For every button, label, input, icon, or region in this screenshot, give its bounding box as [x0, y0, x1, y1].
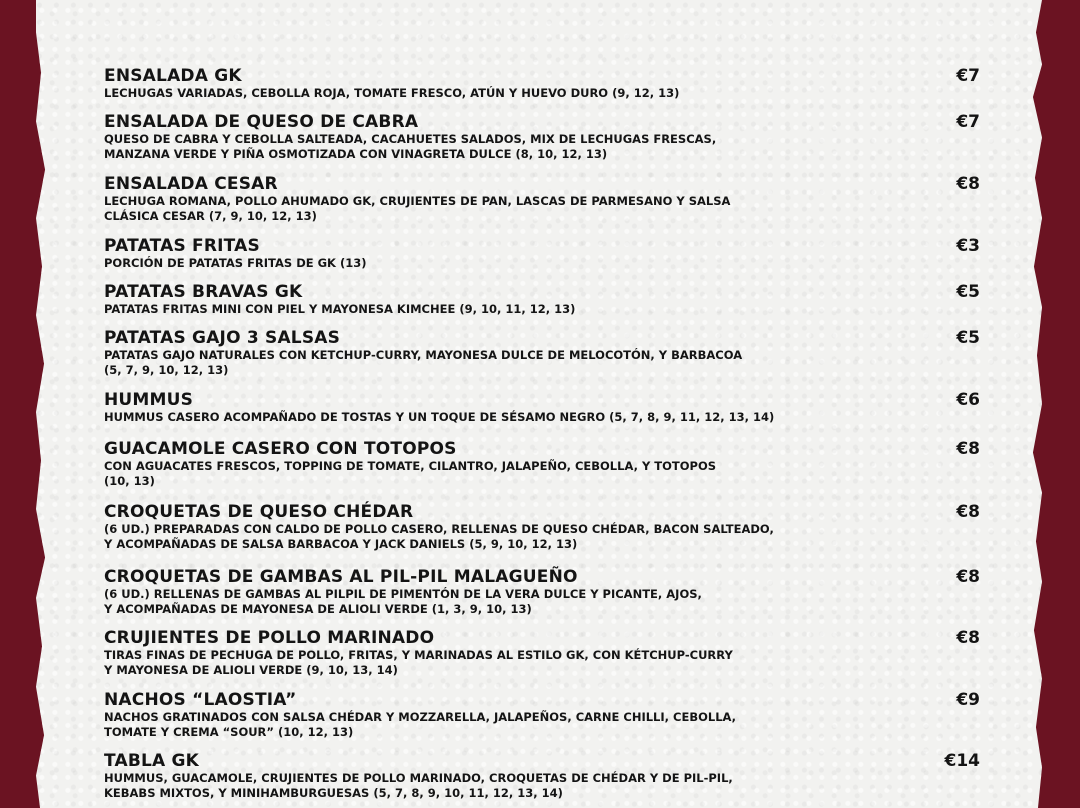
menu-item-patatas-fritas	[104, 238, 980, 271]
item-price: €6	[956, 390, 980, 410]
item-description: (6 UD.) PREPARADAS CON CALDO DE POLLO CASERO, RELLENAS DE QUESO CHÉDAR, BACON SALTEADO, Y ACOMPAÑADAS DE SALSA BARBACOA Y JACK DANIELS (5, 9, 10, 12, 13)	[104, 522, 774, 551]
menu-item-tabla-gk	[104, 753, 980, 801]
item-price: €8	[956, 174, 980, 194]
item-name: ENSALADA GK	[104, 66, 242, 86]
item-name: PATATAS GAJO 3 SALSAS	[104, 328, 341, 348]
item-name: NACHOS “LAOSTIA”	[104, 690, 297, 710]
item-name: ENSALADA CESAR	[104, 174, 278, 194]
item-description: PATATAS FRITAS MINI CON PIEL Y MAYONESA KIMCHEE (9, 10, 11, 12, 13)	[104, 302, 576, 316]
menu-item-ensalada-gk	[104, 68, 980, 101]
menu-item-patatas-gajo	[104, 330, 980, 378]
item-price: €7	[956, 66, 980, 86]
item-price: €9	[956, 690, 980, 710]
item-name: PATATAS BRAVAS GK	[104, 282, 303, 302]
item-price: €14	[944, 751, 980, 771]
item-description: (6 UD.) RELLENAS DE GAMBAS AL PILPIL DE PIMENTÓN DE LA VERA DULCE Y PICANTE, AJOS, Y ACOMPAÑADAS DE MAYONESA DE ALIOLI VERDE (1, 3, 9, 10, 13)	[104, 587, 702, 616]
item-description: NACHOS GRATINADOS CON SALSA CHÉDAR Y MOZZARELLA, JALAPEÑOS, CARNE CHILLI, CEBOLLA, TOMATE Y CREMA “SOUR” (10, 12, 13)	[104, 710, 737, 739]
item-name: PATATAS FRITAS	[104, 236, 260, 256]
item-name: CROQUETAS DE QUESO CHÉDAR	[104, 502, 414, 522]
item-price: €7	[956, 112, 980, 132]
item-description: CON AGUACATES FRESCOS, TOPPING DE TOMATE, CILANTRO, JALAPEÑO, CEBOLLA, Y TOTOPOS (10, 13)	[104, 459, 717, 488]
item-description: LECHUGAS VARIADAS, CEBOLLA ROJA, TOMATE FRESCO, ATÚN Y HUEVO DURO (9, 12, 13)	[104, 86, 680, 100]
item-description: HUMMUS, GUACAMOLE, CRUJIENTES DE POLLO MARINADO, CROQUETAS DE CHÉDAR Y DE PIL-PIL, KEBABS MIXTOS, Y MINIHAMBURGUESAS (5, 7, 8, 9, 10, 11, 12, 13, 14)	[104, 771, 733, 800]
item-description: PORCIÓN DE PATATAS FRITAS DE GK (13)	[104, 256, 367, 270]
item-name: GUACAMOLE CASERO CON TOTOPOS	[104, 439, 457, 459]
item-name: ENSALADA DE QUESO DE CABRA	[104, 112, 419, 132]
item-name: TABLA GK	[104, 751, 200, 771]
menu-item-guacamole	[104, 441, 980, 489]
menu-item-crujientes-pollo	[104, 630, 980, 678]
item-price: €3	[956, 236, 980, 256]
item-name: CRUJIENTES DE POLLO MARINADO	[104, 628, 435, 648]
item-price: €5	[956, 328, 980, 348]
menu-item-croquetas-gambas	[104, 569, 980, 617]
item-description: HUMMUS CASERO ACOMPAÑADO DE TOSTAS Y UN TOQUE DE SÉSAMO NEGRO (5, 7, 8, 9, 11, 12, 13, 14)	[104, 410, 775, 424]
menu-item-ensalada-cesar	[104, 176, 980, 224]
item-description: LECHUGA ROMANA, POLLO AHUMADO GK, CRUJIENTES DE PAN, LASCAS DE PARMESANO Y SALSA CLÁSICA CESAR (7, 9, 10, 12, 13)	[104, 194, 731, 223]
item-description: QUESO DE CABRA Y CEBOLLA SALTEADA, CACAHUETES SALADOS, MIX DE LECHUGAS FRESCAS, MANZANA VERDE Y PIÑA OSMOTIZADA CON VINAGRETA DULCE (8, 10, 12, 13)	[104, 132, 717, 161]
item-price: €8	[956, 502, 980, 522]
item-price: €8	[956, 628, 980, 648]
menu-item-patatas-bravas	[104, 284, 980, 317]
item-description: PATATAS GAJO NATURALES CON KETCHUP-CURRY, MAYONESA DULCE DE MELOCOTÓN, Y BARBACOA (5, 7, 9, 10, 12, 13)	[104, 348, 743, 377]
menu-item-ensalada-queso-cabra	[104, 114, 980, 162]
item-price: €5	[956, 282, 980, 302]
item-name: CROQUETAS DE GAMBAS AL PIL-PIL MALAGUEÑO	[104, 567, 578, 587]
menu-item-nachos	[104, 692, 980, 740]
item-price: €8	[956, 439, 980, 459]
item-description: TIRAS FINAS DE PECHUGA DE POLLO, FRITAS, Y MARINADAS AL ESTILO GK, CON KÉTCHUP-CURRY Y MAYONESA DE ALIOLI VERDE (9, 10, 13, 14)	[104, 648, 733, 677]
item-name: HUMMUS	[104, 390, 194, 410]
menu-item-hummus	[104, 392, 980, 425]
item-price: €8	[956, 567, 980, 587]
menu-item-croquetas-chedar	[104, 504, 980, 552]
